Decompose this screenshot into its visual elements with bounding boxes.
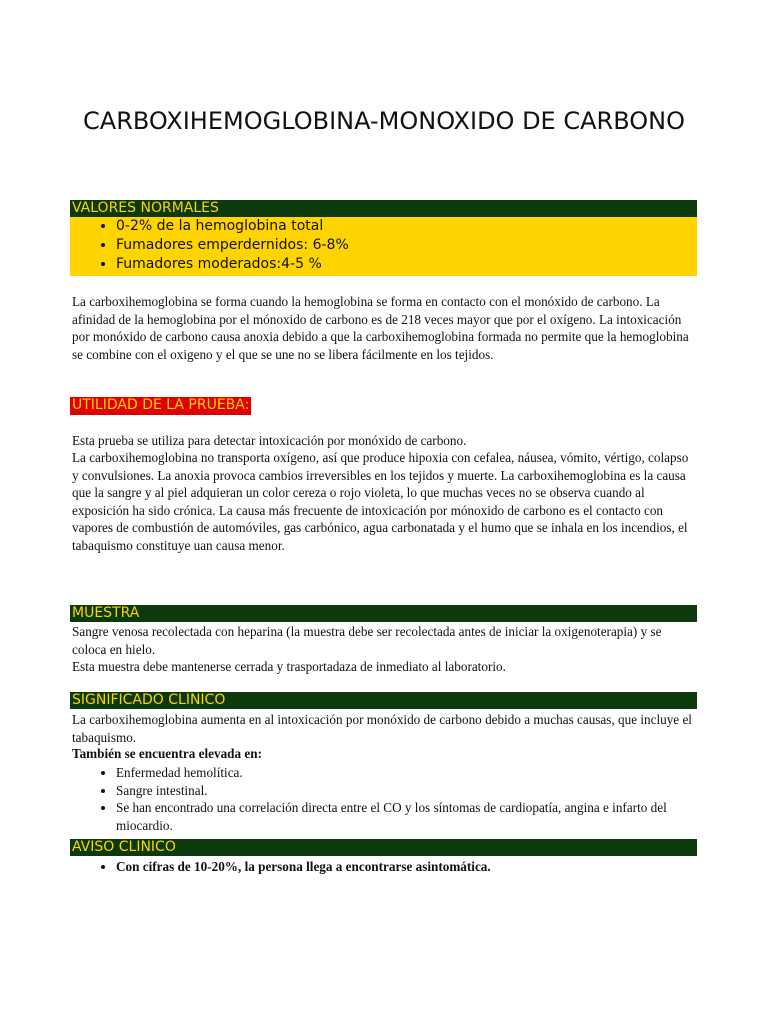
muestra-line: Esta muestra debe mantenerse cerrada y trasportadaza de inmediato al laboratorio. [72, 659, 506, 674]
utilidad-paragraph: La carboxihemoglobina no transporta oxígeno, así que produce hipoxia con cefalea, náusea, vómito, vértigo, colapso y convulsiones. La anoxia provoca cambios irreversibles en los tejidos y muerte. La carboxihemoglobina es la causa que la sangre y al piel adquieran un color cereza o rojo violeta, lo que muchas veces no se observa cuando al exposición ha sido crónica. La causa más frecuente de intoxicación por mónoxido de carbono es el contacto con vapores de combustión de automóviles, gas carbónico, agua carbonatada y el humo que se inhala en los incendios, el tabaquismo constituye uan causa menor. [72, 450, 689, 553]
page-title: CARBOXIHEMOGLOBINA-MONOXIDO DE CARBONO [83, 107, 685, 135]
section-heading-utilidad: UTILIDAD DE LA PRUEBA: [72, 397, 250, 413]
list-item: • Se han encontrado una correlación directa entre el CO y los síntomas de cardiopatía, angina e infarto del miocardio. [116, 799, 696, 834]
significado-list [70, 764, 696, 834]
significado-subheading: También se encuentra elevada en: [72, 746, 262, 761]
list-item: • Sangre intestinal. [116, 782, 696, 800]
aviso-list [70, 858, 696, 876]
list-item: • Fumadores emperdernidos: 6-8% [116, 236, 697, 255]
intro-paragraph: La carboxihemoglobina se forma cuando la hemoglobina se forma en contacto con el monóxido de carbono. La afinidad de la hemoglobina por el mónoxido de carbono es de 218 veces mayor que por el oxígeno. La intoxicación por monóxido de carbono causa anoxia debido a que la carboxihemoglobina formada no permite que la hemoglobina se combine con el oxigeno y el que se une no se libera fácilmente en los tejidos. [72, 294, 689, 362]
muestra-line: Sangre venosa recolectada con heparina (la muestra debe ser recolectada antes de iniciar la oxigenoterapia) y se coloca en hielo. [72, 624, 662, 657]
utilidad-line: Esta prueba se utiliza para detectar intoxicación por monóxido de carbono. [72, 433, 467, 448]
list-item: • Fumadores moderados:4-5 % [116, 255, 697, 274]
list-item: • Con cifras de 10-20%, la persona llega a encontrarse asintomática. [116, 858, 696, 876]
section-heading-aviso-clinico: AVISO CLINICO [70, 839, 697, 856]
valores-normales-list [70, 217, 697, 276]
list-item: • Enfermedad hemolítica. [116, 764, 696, 782]
list-item: • 0-2% de la hemoglobina total [116, 217, 697, 236]
significado-paragraph: La carboxihemoglobina aumenta en al intoxicación por monóxido de carbono debido a muchas causas, que incluye el tabaquismo. [72, 712, 692, 745]
section-heading-significado-clinico: SIGNIFICADO CLINICO [70, 692, 697, 709]
section-heading-muestra: MUESTRA [70, 605, 697, 622]
section-heading-valores-normales: VALORES NORMALES [70, 200, 697, 217]
